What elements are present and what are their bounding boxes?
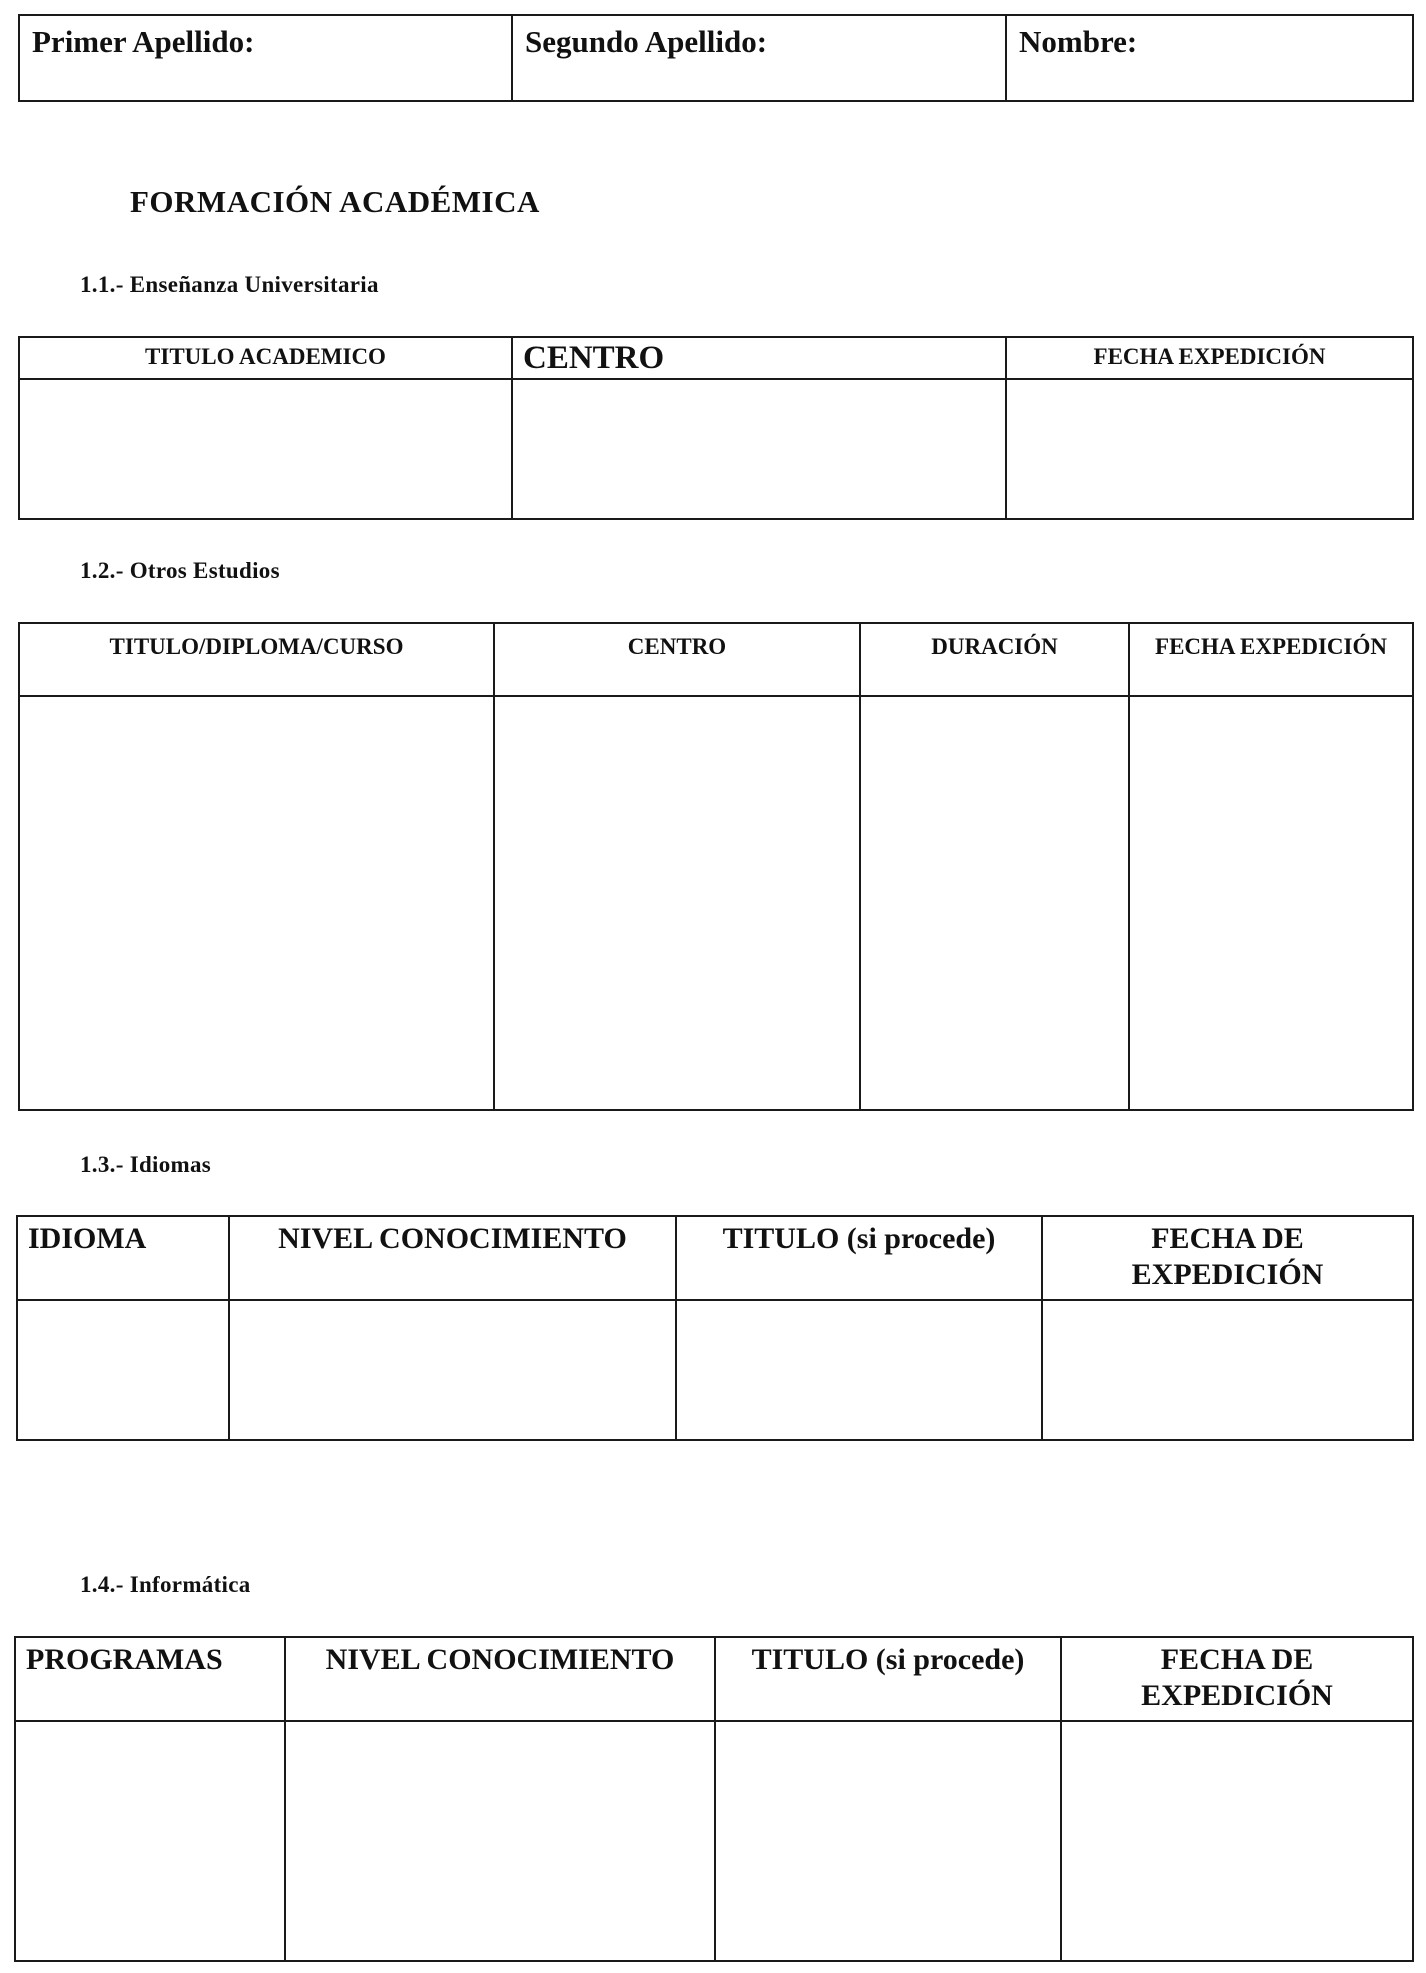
table-cell[interactable] — [15, 1721, 285, 1961]
languages-table — [16, 1215, 1414, 1441]
computing-table — [14, 1636, 1414, 1962]
table-cell[interactable] — [860, 696, 1129, 1110]
table-cell[interactable] — [512, 379, 1006, 519]
table-cell[interactable] — [715, 1721, 1061, 1961]
name-field[interactable] — [1006, 15, 1413, 101]
column-header-titulo: TITULO (si procede) — [715, 1637, 1061, 1721]
table-row — [17, 1300, 1413, 1440]
second-surname-label: Segundo Apellido: — [525, 24, 768, 59]
table-cell[interactable] — [1061, 1721, 1413, 1961]
table-cell[interactable] — [19, 696, 494, 1110]
column-header-programas: PROGRAMAS — [15, 1637, 285, 1721]
table-row — [19, 379, 1413, 519]
column-header-titulo: TITULO (si procede) — [676, 1216, 1042, 1300]
table-cell[interactable] — [229, 1300, 676, 1440]
name-label: Nombre: — [1019, 24, 1138, 59]
name-header-table — [18, 14, 1414, 102]
column-header-titulo-diploma-curso: TITULO/DIPLOMA/CURSO — [19, 623, 494, 696]
column-header-fecha-expedicion: FECHA EXPEDICIÓN — [1006, 337, 1413, 379]
table-cell[interactable] — [676, 1300, 1042, 1440]
section-1-1-heading: 1.1.- Enseñanza Universitaria — [80, 272, 379, 297]
table-cell[interactable] — [494, 696, 860, 1110]
table-cell[interactable] — [1042, 1300, 1413, 1440]
column-header-centro: CENTRO — [512, 337, 1006, 379]
column-header-titulo-academico: TITULO ACADEMICO — [19, 337, 512, 379]
section-1-2-heading: 1.2.- Otros Estudios — [80, 558, 280, 583]
second-surname-field[interactable] — [512, 15, 1006, 101]
table-cell[interactable] — [17, 1300, 229, 1440]
table-row — [15, 1721, 1413, 1961]
page-title: FORMACIÓN ACADÉMICA — [130, 184, 540, 219]
first-surname-label: Primer Apellido: — [32, 24, 255, 59]
section-1-4-heading: 1.4.- Informática — [80, 1572, 251, 1597]
column-header-nivel-conocimiento: NIVEL CONOCIMIENTO — [285, 1637, 715, 1721]
first-surname-field[interactable] — [19, 15, 512, 101]
table-cell[interactable] — [1006, 379, 1413, 519]
column-header-duracion: DURACIÓN — [860, 623, 1129, 696]
university-education-table — [18, 336, 1414, 520]
column-header-centro: CENTRO — [494, 623, 860, 696]
table-cell[interactable] — [19, 379, 512, 519]
table-cell[interactable] — [1129, 696, 1413, 1110]
table-cell[interactable] — [285, 1721, 715, 1961]
other-studies-table — [18, 622, 1414, 1111]
section-1-3-heading: 1.3.- Idiomas — [80, 1152, 212, 1177]
table-row — [19, 696, 1413, 1110]
column-header-fecha-de-expedicion: FECHA DE EXPEDICIÓN — [1061, 1637, 1413, 1721]
column-header-nivel-conocimiento: NIVEL CONOCIMIENTO — [229, 1216, 676, 1300]
column-header-fecha-de-expedicion: FECHA DE EXPEDICIÓN — [1042, 1216, 1413, 1300]
column-header-idioma: IDIOMA — [17, 1216, 229, 1300]
column-header-fecha-expedicion: FECHA EXPEDICIÓN — [1129, 623, 1413, 696]
